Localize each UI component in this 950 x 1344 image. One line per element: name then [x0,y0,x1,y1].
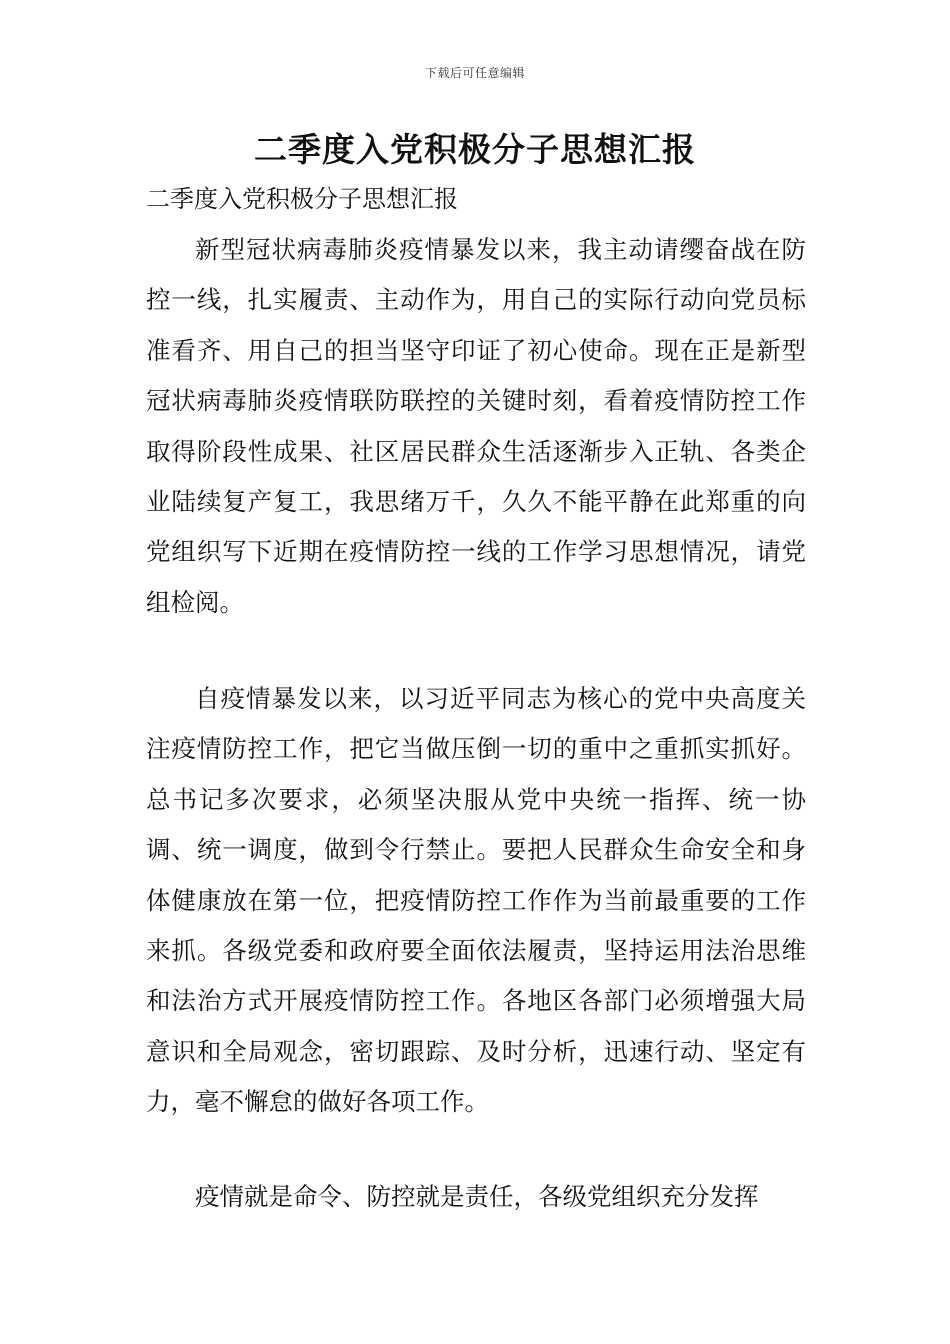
header-note: 下载后可任意编辑 [424,66,525,80]
body-paragraph-3: 疫情就是命令、防控就是责任，各级党组织充分发挥 [195,1182,759,1211]
document-subtitle: 二季度入党积极分子思想汇报 [146,185,458,213]
body-paragraph-2: 自疫情暴发以来，以习近平同志为核心的党中央高度关注疫情防控工作，把它当做压倒一切的重中之重抓实抓好。总书记多次要求，必须坚决服从党中央统一指挥、统一协调、统一调度，做到令行禁止。要把人民群众生命安全和身体健康放在第一位，把疫情防控工作作为当前最重要的工作来抓。各级党委和政府要全面依法履责，坚持运用法治思维和法治方式开展疫情防控工作。各地区各部门必须增强大局意识和全局观念，密切跟踪、及时分析，迅速行动、坚定有力，毫不懈怠的做好各项工作。 [146,684,806,1117]
body-paragraph-1: 新型冠状病毒肺炎疫情暴发以来，我主动请缨奋战在防控一线，扎实履责、主动作为，用自己的实际行动向党员标准看齐、用自己的担当坚守印证了初心使命。现在正是新型冠状病毒肺炎疫情联防联控的关键时刻，看着疫情防控工作取得阶段性成果、社区居民群众生活逐渐步入正轨、各类企业陆续复产复工，我思绪万千，久久不能平静在此郑重的向党组织写下近期在疫情防控一线的工作学习思想情况，请党组检阅。 [146,235,806,617]
document-title: 二季度入党积极分子思想汇报 [254,130,696,169]
